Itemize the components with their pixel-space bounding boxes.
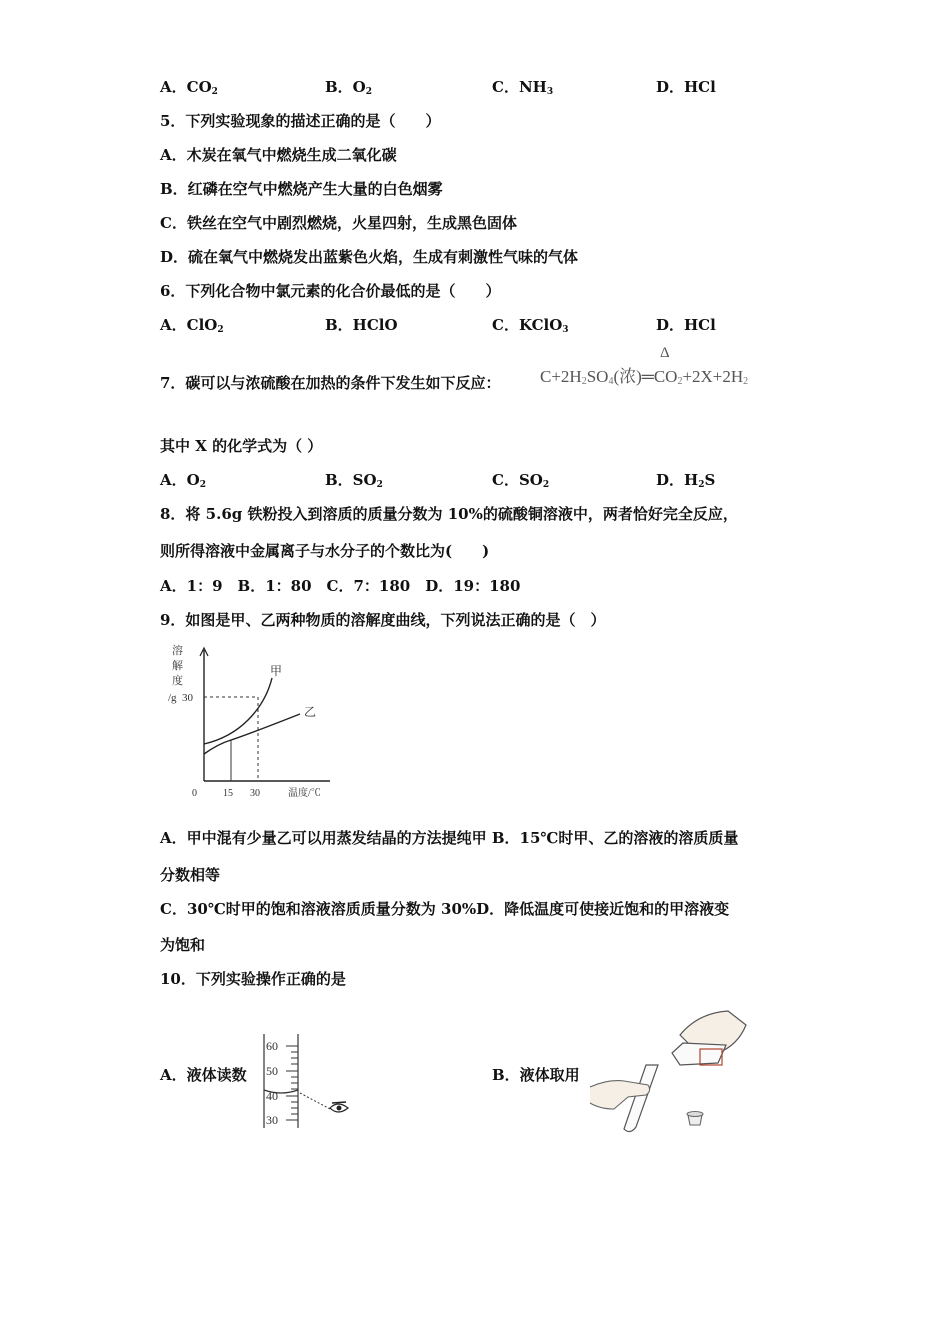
curve-jia-label: 甲: [270, 664, 283, 678]
y-tick-30: 30: [182, 692, 193, 704]
q5-option-a: A．木炭在氧气中燃烧生成二氧化碳: [160, 146, 397, 164]
tick-40: 40: [266, 1089, 278, 1103]
y-unit: /g: [168, 692, 177, 704]
q6-option-d: D．HCl: [656, 316, 716, 334]
q7-stem-2: 其中 X 的化学式为（ ）: [160, 437, 323, 455]
heat-delta-symbol: Δ: [660, 345, 670, 361]
q8-options: A．1：9 B．1：80 C．7：180 D．19：180: [160, 577, 521, 595]
q4-option-c: C．$NH_3$: [492, 78, 554, 97]
x-tick-15: 15: [223, 788, 233, 799]
q5-option-c: C．铁丝在空气中剧烈燃烧，火星四射，生成黑色固体: [160, 214, 517, 232]
reaction-equation: $C+2H_2SO_4$(浓)$═CO_2+2X+2H_2$: [540, 367, 749, 387]
y-label-2: 解: [172, 660, 183, 672]
q7-option-c: C．$SO_2$: [492, 471, 550, 490]
q5-stem: 5．下列实验现象的描述正确的是（ ）: [160, 112, 441, 130]
y-label-1: 溶: [172, 645, 183, 657]
curve-jia: [204, 678, 272, 744]
q6-option-b: B．HClO: [325, 316, 398, 334]
sight-line: [300, 1093, 332, 1110]
solubility-curve-graph: [160, 640, 340, 805]
liquid-pouring-illustration: [588, 1005, 748, 1140]
q6-option-c: C．KClO$_3$: [492, 316, 569, 335]
q9-options-line-4: 为饱和: [160, 936, 206, 954]
q7-option-a: A．$O_2$: [160, 471, 206, 490]
q9-options-line-3: C．30℃时甲的饱和溶液溶质质量分数为 30%D．降低温度可使接近饱和的甲溶液变: [160, 900, 730, 918]
q8-stem: 8．将 5.6g 铁粉投入到溶质的质量分数为 10%的硫酸铜溶液中，两者恰好完全反应，: [160, 505, 738, 523]
x-tick-0: 0: [192, 788, 197, 799]
y-label-3: 度: [172, 675, 183, 687]
q10-stem: 10．下列实验操作正确的是: [160, 970, 346, 988]
q7-option-b: B．$SO_2$: [325, 471, 383, 490]
q6-stem: 6．下列化合物中氯元素的化合价最低的是（ ）: [160, 282, 501, 300]
q9-options-line-1: A．甲中混有少量乙可以用蒸发结晶的方法提纯甲 B．15℃时甲、乙的溶液的溶质质量: [160, 829, 739, 847]
q5-option-b: B．红磷在空气中燃烧产生大量的白色烟雾: [160, 180, 443, 198]
curve-yi: [204, 714, 300, 754]
q6-option-a: A．ClO$_2$: [160, 316, 224, 335]
test-tube-icon: [624, 1065, 658, 1132]
eye-icon: [330, 1102, 348, 1112]
q8-stem-2: 则所得溶液中金属离子与水分子的个数比为( ): [160, 542, 490, 560]
tick-30: 30: [266, 1113, 278, 1127]
x-tick-30: 30: [250, 788, 260, 799]
q4-option-a: A．$CO_2$: [160, 78, 218, 97]
tick-50: 50: [266, 1064, 278, 1078]
curve-yi-label: 乙: [304, 705, 317, 719]
q9-stem: 9．如图是甲、乙两种物质的溶解度曲线，下列说法正确的是（ ）: [160, 611, 606, 629]
x-label: 温度/℃: [288, 788, 321, 799]
q9-options-line-2: 分数相等: [160, 866, 221, 884]
q7-stem: 7．碳可以与浓硫酸在加热的条件下发生如下反应：: [160, 374, 501, 392]
hand-holding-bottle-icon: [672, 1011, 746, 1065]
q10-option-b-label: B．液体取用: [492, 1066, 580, 1084]
q7-option-d: D．$H_2S$: [656, 471, 716, 490]
q4-option-d: D．HCl: [656, 78, 716, 96]
bottle-stopper-icon: [687, 1112, 703, 1126]
graduated-cylinder-illustration: [258, 1030, 353, 1130]
q4-option-b: B．$O_2$: [325, 78, 373, 97]
cylinder-scale-marks: [286, 1046, 298, 1120]
tick-60: 60: [266, 1039, 278, 1053]
q10-option-a-label: A．液体读数: [160, 1066, 247, 1084]
q5-option-d: D．硫在氧气中燃烧发出蓝紫色火焰，生成有刺激性气味的气体: [160, 248, 579, 266]
